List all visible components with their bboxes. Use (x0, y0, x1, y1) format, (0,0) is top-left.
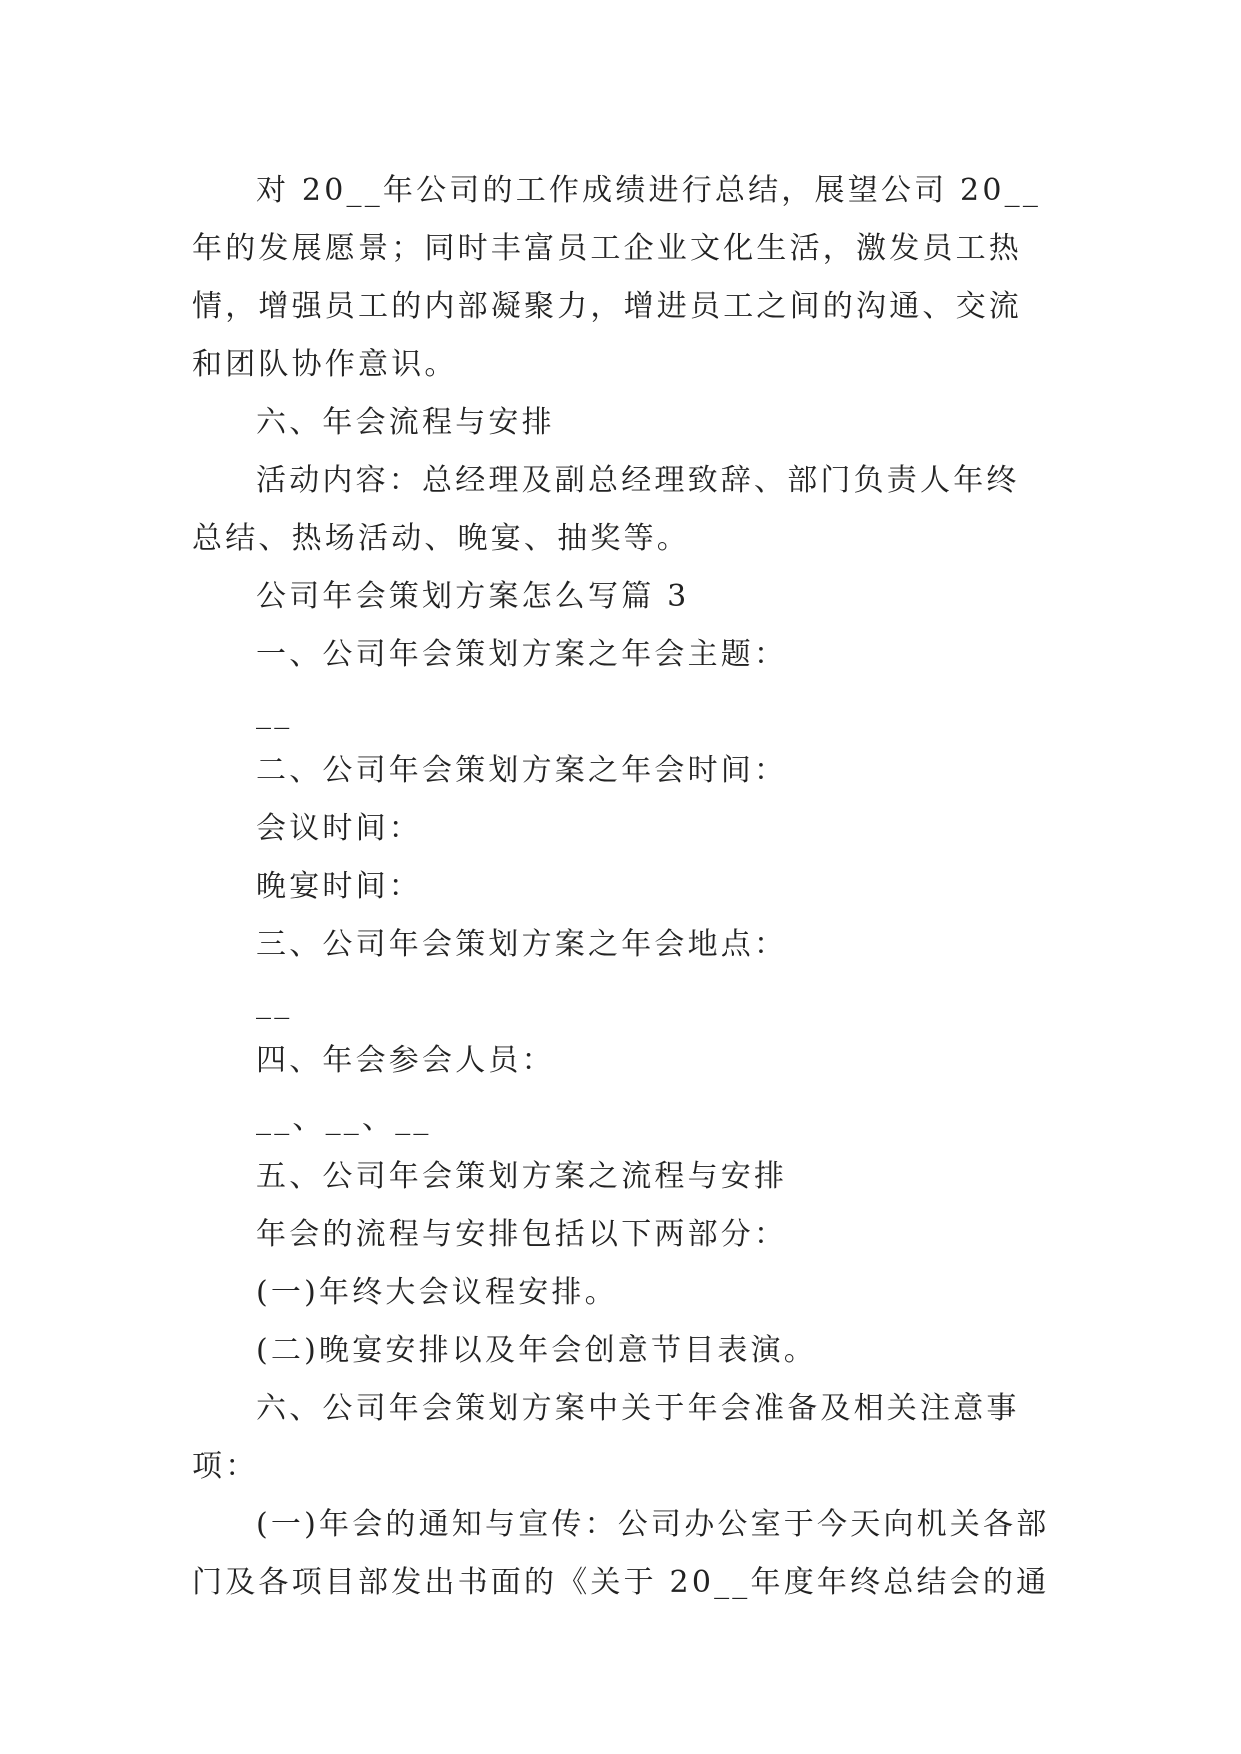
heading-process-arrangement: 六、年会流程与安排 (256, 405, 555, 440)
blank-location: __ (256, 985, 293, 1020)
meeting-time-label: 会议时间： (256, 811, 422, 846)
document-body (192, 162, 1052, 1612)
list-item-dinner-performance: (二)晚宴安排以及年会创意节目表演。 (256, 1333, 818, 1368)
paragraph-flow-intro: 年会的流程与安排包括以下两部分： (256, 1217, 788, 1252)
dinner-time-label: 晚宴时间： (256, 869, 422, 904)
paragraph-summary: 对 20__年公司的工作成绩进行总结，展望公司 20__年的发展愿景；同时丰富员工企业文化生活，激发员工热情，增强员工的内部凝聚力，增进员工之间的沟通、交流和团队协作意识。 (192, 173, 1042, 382)
list-item-agenda: (一)年终大会议程安排。 (256, 1275, 618, 1310)
heading-time: 二、公司年会策划方案之年会时间： (256, 753, 788, 788)
section-title-part-3: 公司年会策划方案怎么写篇 3 (256, 579, 690, 614)
heading-preparation-notes: 六、公司年会策划方案中关于年会准备及相关注意事项： (192, 1391, 1020, 1484)
heading-flow: 五、公司年会策划方案之流程与安排 (256, 1159, 788, 1194)
paragraph-activity-content: 活动内容：总经理及副总经理致辞、部门负责人年终总结、热场活动、晚宴、抽奖等。 (192, 463, 1020, 556)
heading-attendees: 四、年会参会人员： (256, 1043, 555, 1078)
paragraph-notice-publicity: (一)年会的通知与宣传：公司办公室于今天向机关各部门及各项目部发出书面的《关于 20__年度年终总结会的通 (192, 1507, 1050, 1600)
blank-attendees: __、__、__ (256, 1101, 432, 1136)
heading-location: 三、公司年会策划方案之年会地点： (256, 927, 788, 962)
heading-theme: 一、公司年会策划方案之年会主题： (256, 637, 788, 672)
blank-theme: __ (256, 695, 293, 730)
